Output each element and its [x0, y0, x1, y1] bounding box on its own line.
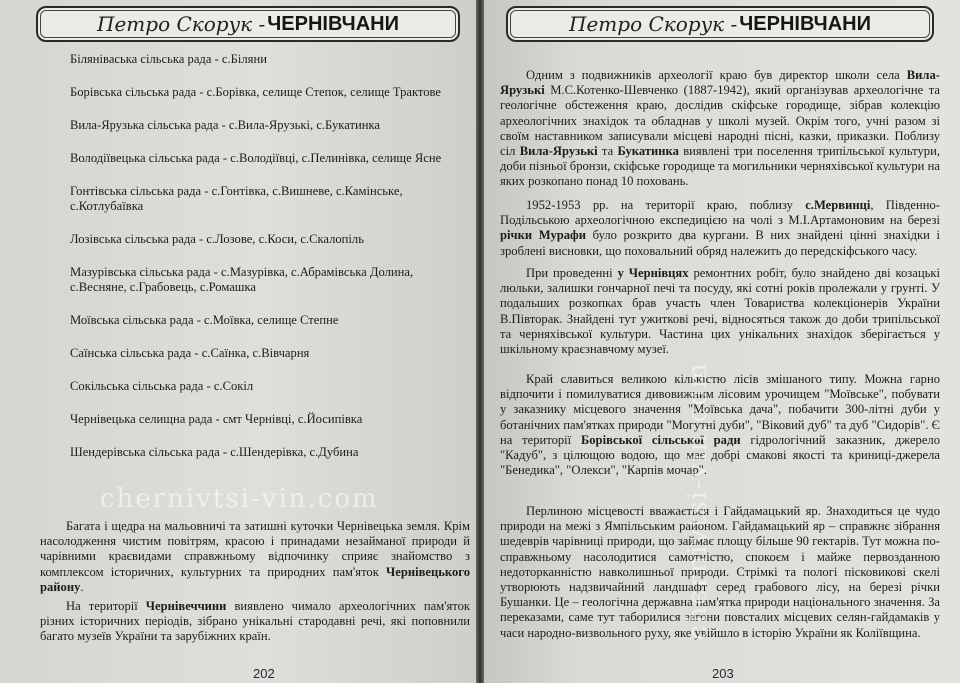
watermark-vertical: chernivtsi-vin.com [683, 361, 714, 640]
council-item: Біляніваська сільська рада - с.Біляни [70, 52, 267, 66]
council-item: Мазурівська сільська рада - с.Мазурівка, с.Абрамівська Долина, с.Весняне, с.Грабовець, с.Ромашка [70, 265, 414, 294]
council-item: Вила-Ярузька сільська рада - с.Вила-Ярузькі, с.Букатинка [70, 118, 380, 132]
header-author: Петро Скорук - [569, 12, 738, 36]
council-item: Володіївецька сільська рада - с.Володіївці, с.Пелинівка, селище Ясне [70, 151, 442, 165]
header-title: ЧЕРНІВЧАНИ [739, 12, 871, 35]
page-number: 203 [712, 666, 734, 681]
council-item: Сокільська сільська рада - с.Сокіл [70, 379, 254, 393]
paragraph-kotenko: Одним з подвижників археології краю був директор школи села Вила-Ярузькі М.С.Котенко-Шевченко (1887-1942), який організував археологічне та геологічне обстеження краю, дослідив скіфське городище, зібрав колекцію археологічних знахідок та обладнав у школі музей. Окрім того, учні разом зі своїм наставником записували місцеві народні пісні, казки, приказки. Поблизу сіл Вила-Ярузькі та Букатинка виявлені три поселення трипільської культури, доби пізньої бронзи, скіфське городище та могильники черняхівської культури на яких розкопано понад 10 поховань. [500, 68, 940, 189]
book-gutter [476, 0, 484, 683]
council-item: Лозівська сільська рада - с.Лозове, с.Коси, с.Скалопіль [70, 232, 364, 246]
council-item: Чернівецька селищна рада - смт Чернівці, с.Йосипівка [70, 412, 363, 426]
paragraph-land: Багата і щедра на мальовничі та затишні куточки Чернівецька земля. Крім насолодження чистим повітрям, красою і принадами незайманої природи й чарівними краєвидами справжньому відпочинку сприяє знайомство з комплексом історичних, культурних та природних пам'яток Чернівецького району. [40, 519, 470, 594]
header-banner [36, 6, 460, 42]
paragraph-archaeology: На території Чернівеччини виявлено чимало археологічних пам'яток різних історичних періодів, зібрано унікальні стародавні речі, які поповнили багато музеїв України та зарубіжних країн. [40, 599, 471, 644]
council-list [70, 52, 470, 478]
right-page [484, 0, 960, 683]
council-item: Шендерівська сільська рада - с.Шендерівка, с.Дубина [70, 445, 359, 459]
council-item: Саїнська сільська рада - с.Саїнка, с.Вівчарня [70, 346, 310, 360]
paragraph-haidamatsky: Перлиною місцевості вважається і Гайдамацький яр. Знаходиться це чудо природи на межі з Ямпільським районом. Гайдамацький яр – справжнє зібрання шедеврів чарівниці природи, що займає площу більше 90 гектарів. Тут можна по-справжньому насолодитися самотністю, спокоєм і майже первозданною недоторканністю навколишньої природи. Стрімкі та пологі пісковикові скелі утворюють надзвичайний ландшафт серед грабового лісу, на березі річки Бушанки. Це – геологічна державна пам'ятка природи національного значення. За переказами, саме тут таборилися загони повсталих місцевих селян-гайдамаків у часи народно-визвольного руху, яке увійшло в історію України як Коліївщина. [500, 504, 940, 640]
council-item: Моївська сільська рада - с.Моївка, селище Степне [70, 313, 339, 327]
council-item: Гонтівська сільська рада - с.Гонтівка, с.Вишневе, с.Камінське, с.Котлубаївка [70, 184, 403, 213]
header-title: ЧЕРНІВЧАНИ [267, 12, 399, 35]
paragraph-repairs: При проведенні у Чернівцях ремонтних робіт, було знайдено дві козацькі люльки, залишки гончарної печі та посуду, які сотні років пролежали у грунті. У подальших розкопках брав участь член Товариства колекціонерів України В.Півторак. Знайдені тут ужиткові речі, відносяться також до доби трипільської та черняхівської культури. Частина цих унікальних знахідок зберігається у шкільному краєзнавчому музеї. [500, 266, 940, 357]
paragraph-forests: Край славиться великою кількістю лісів змішаного типу. Можна гарно відпочити і помилуватися дивовижним лісовим урочищем "Моївське", побувати у заказнику місцевого значення "Моївська дача", побачити 300-літні дуби у ботанічних пам'ятках природи "Могутні дуби", "Віковий дуб" та дуб "Сидорів". Є на території Борівської сільської ради гідрологічний заказник, джерело "Кадуб", з цілющою водою, що має добрі смакові якості та криниці-джерела "Бенедика", "Олекси", "Карпів мочар". [500, 372, 940, 478]
council-item: Борівська сільська рада - с.Борівка, селище Степок, селище Трактове [70, 85, 442, 99]
paragraph-expedition: 1952-1953 рр. на території краю, поблизу с.Мервинці, Південно-Подільською археологічною експедицією на чолі з М.І.Артамоновим на березі річки Мурафи було розкрито два кургани. В них знайдені цінні знахідки і зроблені висновки, що поховальний обряд належить до передскіфського часу. [500, 198, 941, 258]
watermark: chernivtsi-vin.com [100, 484, 379, 514]
left-page [0, 0, 476, 683]
header-author: Петро Скорук - [97, 12, 266, 36]
header-banner [506, 6, 934, 42]
page-number: 202 [253, 666, 275, 681]
